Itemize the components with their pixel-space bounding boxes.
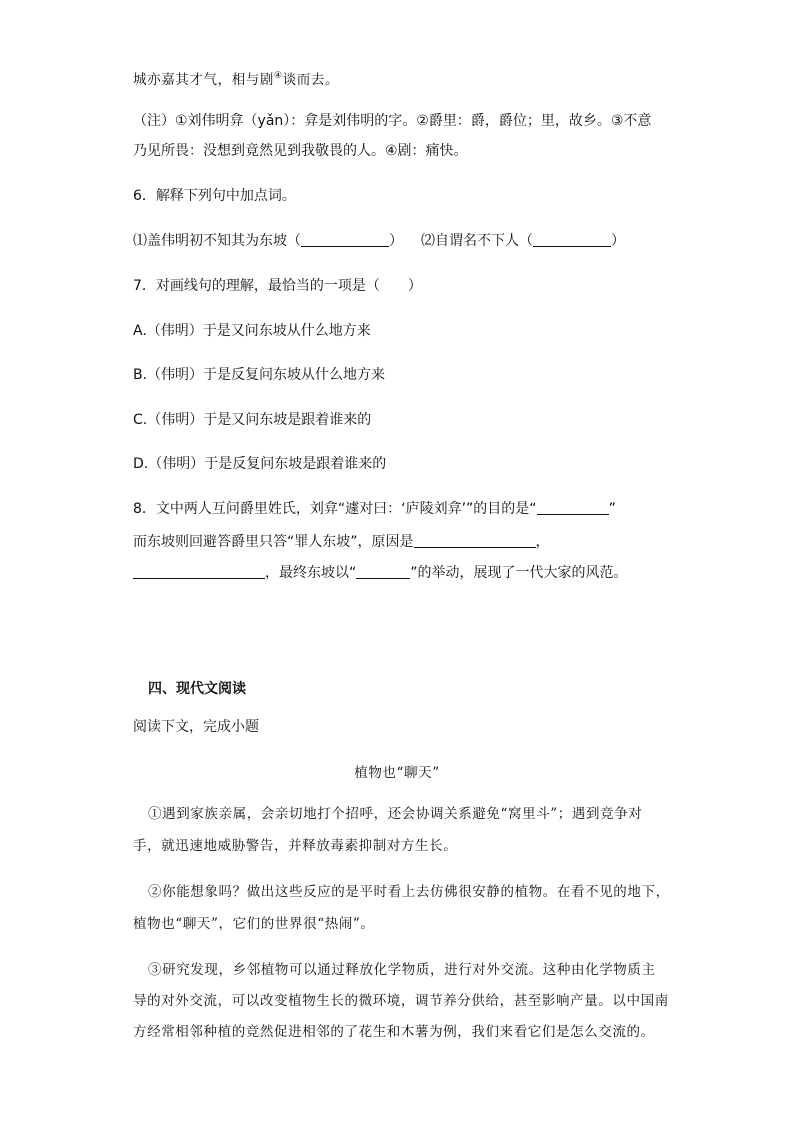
article-paragraph-line: 手，就迅速地威胁警告，并释放毒素抑制对方生长。 [133, 838, 458, 854]
passage-end-tail: 谈而去。 [282, 72, 340, 88]
passage-end-text: 城亦嘉其才气，相与剧 [133, 72, 274, 88]
article-title: 植物也“聊天” [354, 765, 440, 781]
article-paragraph-line: 植物也“聊天”，它们的世界很“热闹”。 [133, 916, 375, 932]
q8-blank-2[interactable] [414, 533, 536, 548]
q8-blank-1[interactable] [537, 500, 609, 515]
q8-line2-text: 而东坡则回避答爵里只答“罪人东坡”，原因是 [133, 534, 414, 550]
article-paragraph-line: 方经常相邻种植的竞然促进相邻的了花生和木薯为例，我们来看它们是怎么交流的。 [133, 1024, 655, 1040]
article-paragraph-line: ③研究发现，乡邻植物可以通过释放化学物质，进行对外交流。这种由化学物质主 [148, 962, 656, 978]
q8-line-1 [133, 499, 616, 519]
article-paragraph-line: ②你能想象吗？做出这些反应的是平时看上去仿佛很安静的植物。在看不见的地下， [148, 884, 670, 900]
q6-items [133, 231, 625, 251]
q7-option-c[interactable]: C.（伟明）于是又问东坡是跟着谁来的 [133, 412, 372, 428]
q6-item1-close: ） [389, 233, 403, 249]
q8-line-3 [133, 563, 628, 583]
q6-item2-close: ） [611, 233, 625, 249]
section-heading: 四、现代文阅读 [148, 681, 246, 697]
q8-line1-close: ” [608, 501, 616, 517]
q8-line3-tail: ”的举动，展现了一代大家的风范。 [410, 565, 628, 581]
q6-item2-blank[interactable] [533, 232, 611, 247]
q8-line3-text: ，最终东坡以“ [265, 565, 357, 581]
q7-option-a[interactable]: A.（伟明）于是又问东坡从什么地方来 [133, 323, 371, 339]
passage-end-line [133, 66, 339, 90]
q7-stem: 7．对画线句的理解，最恰当的一项是（ ） [133, 278, 422, 294]
q8-line2-comma: ， [535, 534, 550, 550]
notes-line-2: 乃见所畏：没想到竟然见到我敬畏的人。④剧：痛快。 [133, 143, 468, 159]
q7-option-b[interactable]: B.（伟明）于是反复问东坡从什么地方来 [133, 367, 386, 383]
q6-item1: ⑴盖伟明初不知其为东坡（ [133, 233, 301, 249]
q6-item2: ⑵自谓名不下人（ [421, 233, 533, 249]
q8-blank-3[interactable] [133, 564, 265, 579]
notes-line-1: （注）①刘伟明弇（yǎn）：弇是刘伟明的字。②爵里：爵，爵位；里，故乡。③不意 [133, 113, 652, 129]
q6-item1-blank[interactable] [301, 232, 389, 247]
section-instruction: 阅读下文，完成小题 [133, 719, 259, 735]
footnote-marker: ④ [274, 71, 283, 81]
q6-stem: 6．解释下列句中加点词。 [133, 188, 296, 204]
q8-blank-4[interactable] [356, 564, 410, 579]
q7-option-d[interactable]: D.（伟明）于是反复问东坡是跟着谁来的 [133, 456, 387, 472]
q8-line-2 [133, 532, 550, 552]
article-paragraph-line: ①遇到家族亲属，会亲切地打个招呼，还会协调关系避免“窝里斗”；遇到竞争对 [148, 806, 643, 822]
q8-line1-text: 8．文中两人互问爵里姓氏，刘弇“遽对曰：‘庐陵刘弇’”的目的是“ [133, 501, 537, 517]
article-paragraph-line: 导的对外交流，可以改变植物生长的微环境，调节养分供给，甚至影响产量。以中国南 [133, 993, 669, 1009]
